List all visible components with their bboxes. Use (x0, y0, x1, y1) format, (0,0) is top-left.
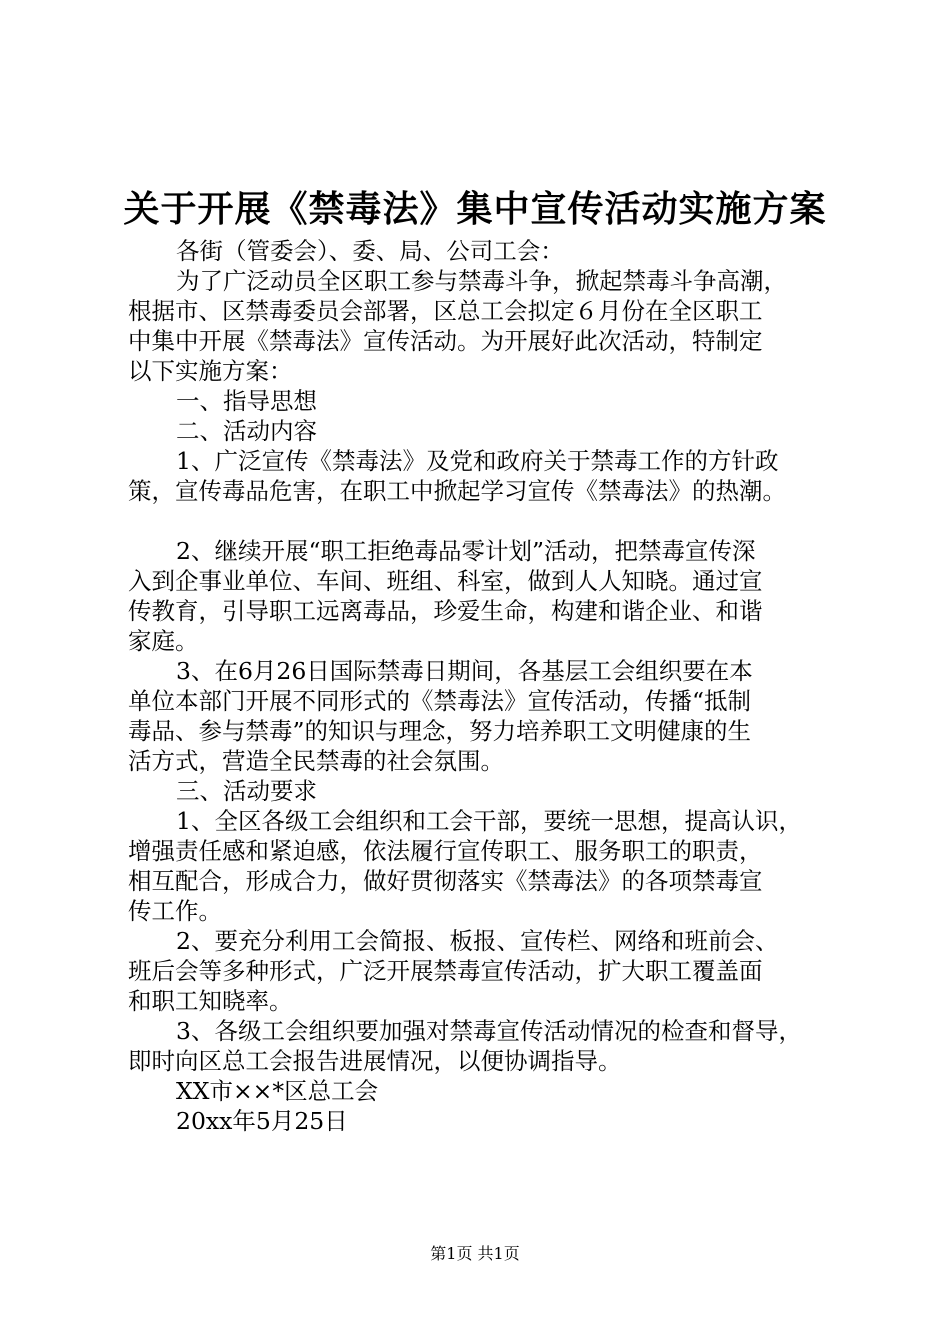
section-heading: 一、指导思想 (176, 387, 317, 415)
paragraph-line: 活方式，营造全民禁毒的社会氛围。 (128, 747, 504, 775)
paragraph-line: 即时向区总工会报告进展情况，以便协调指导。 (128, 1047, 622, 1075)
paragraph-line: 3、各级工会组织要加强对禁毒宣传活动情况的检查和督导， (176, 1017, 802, 1045)
document-title: 关于开展《禁毒法》集中宣传活动实施方案 (123, 188, 827, 230)
section-heading: 二、活动内容 (176, 417, 317, 445)
paragraph-line: 3、在6月26日国际禁毒日期间，各基层工会组织要在本 (176, 657, 753, 685)
signature-org: XX市××*区总工会 (176, 1077, 379, 1105)
paragraph-line: 入到企事业单位、车间、班组、科室，做到人人知晓。通过宣 (128, 567, 763, 595)
document-body (128, 236, 852, 1136)
signature-date: 20xx年5月25日 (176, 1107, 348, 1135)
paragraph-line: 2、要充分利用工会简报、板报、宣传栏、网络和班前会、 (176, 927, 779, 955)
paragraph-line: 传工作。 (128, 897, 222, 925)
paragraph-line: 根据市、区禁毒委员会部署，区总工会拟定６月份在全区职工 (128, 297, 763, 325)
paragraph-line: 和职工知晓率。 (128, 987, 293, 1015)
paragraph-line: 以下实施方案： (128, 357, 293, 385)
paragraph-line: 中集中开展《禁毒法》宣传活动。为开展好此次活动，特制定 (128, 327, 763, 355)
paragraph-line: 班后会等多种形式，广泛开展禁毒宣传活动，扩大职工覆盖面 (128, 957, 763, 985)
paragraph-line: 相互配合，形成合力，做好贯彻落实《禁毒法》的各项禁毒宣 (128, 867, 763, 895)
section-heading: 三、活动要求 (176, 777, 317, 805)
paragraph-line: 毒品、参与禁毒”的知识与理念，努力培养职工文明健康的生 (128, 717, 752, 745)
paragraph-line: 增强责任感和紧迫感，依法履行宣传职工、服务职工的职责， (128, 837, 763, 865)
paragraph-line: 为了广泛动员全区职工参与禁毒斗争，掀起禁毒斗争高潮， (176, 267, 787, 295)
paragraph-line: 家庭。 (128, 627, 199, 655)
paragraph-line: 传教育，引导职工远离毒品，珍爱生命，构建和谐企业、和谐 (128, 597, 763, 625)
page-footer: 第1页 共1页 (430, 1244, 520, 1263)
paragraph-line: 策，宣传毒品危害，在职工中掀起学习宣传《禁毒法》的热潮。 (128, 477, 786, 505)
paragraph-line: 单位本部门开展不同形式的《禁毒法》宣传活动，传播“抵制 (128, 687, 752, 715)
paragraph-line: 1、全区各级工会组织和工会干部，要统一思想，提高认识， (176, 807, 802, 835)
salutation-line: 各街（管委会）、委、局、公司工会： (176, 237, 564, 265)
blank-line (128, 506, 852, 536)
paragraph-line: 2、继续开展“职工拒绝毒品零计划”活动，把禁毒宣传深 (176, 537, 756, 565)
paragraph-line: 1、广泛宣传《禁毒法》及党和政府关于禁毒工作的方针政 (176, 447, 779, 475)
